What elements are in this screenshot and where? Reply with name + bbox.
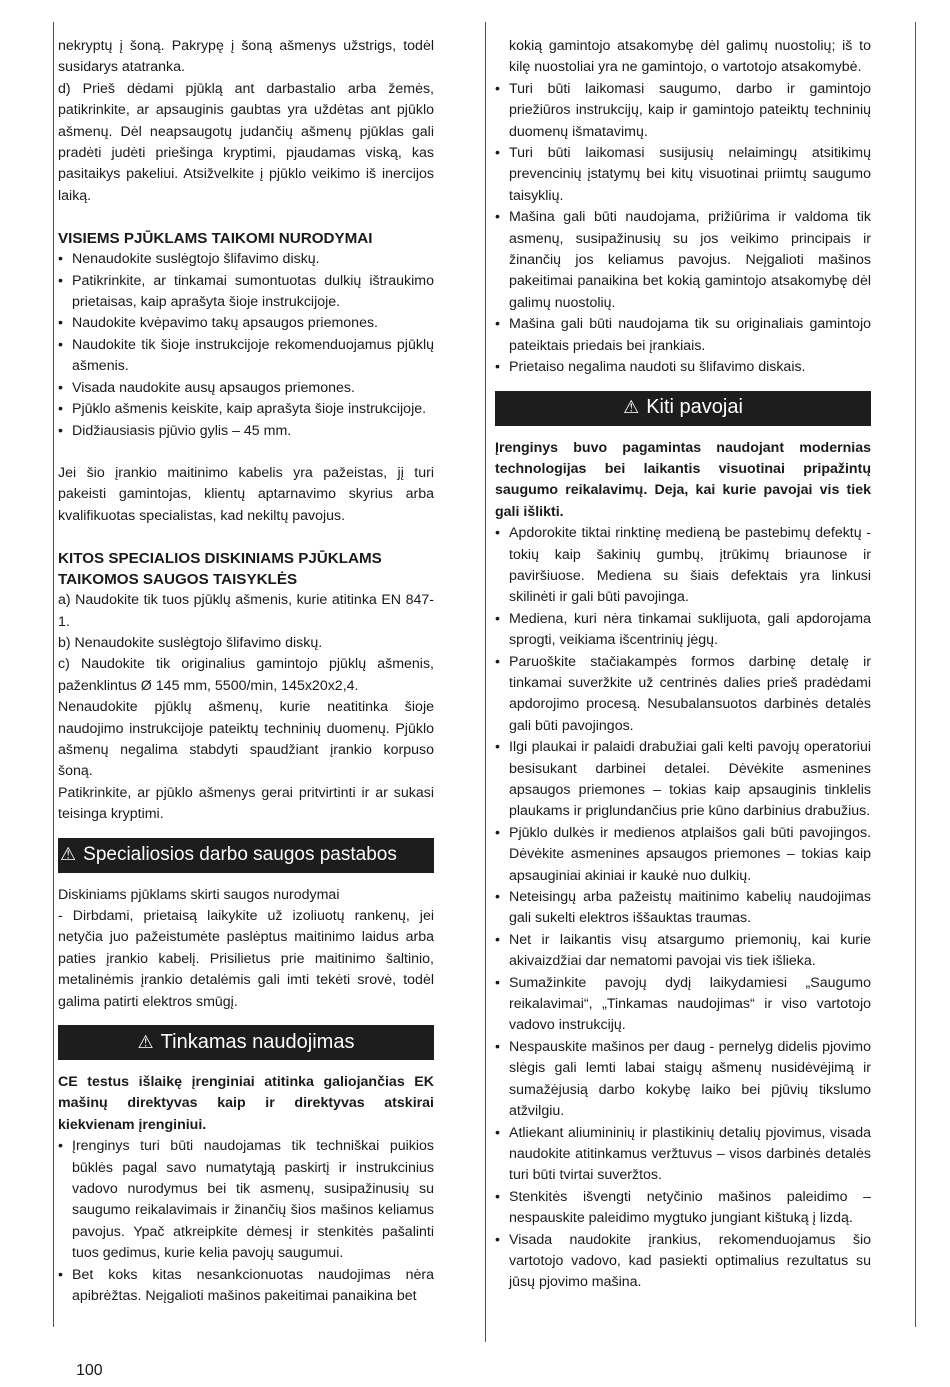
- other-risks-banner: [495, 391, 871, 426]
- cable-note: Jei šio įrankio maitinimo kabelis yra pažeistas, jį turi pakeisti gamintojas, klientų aptarnavimo skyrius arba kvalifikuotas specialistas, kad nekiltų pavojus.: [58, 464, 434, 524]
- list-item: • Stenkitės išvengti netyčinio mašinos paleidimo – nespauskite paleidimo mygtuko jungiant kištuką į lizdą.: [495, 1187, 871, 1230]
- list-item: • Nespauskite mašinos per daug - pernelyg didelis pjovimo slėgis gali lemti labai staigų ašmenų nusidėvėjimą ir sumažėjusią darbo kokybę laiko bei pjūvių tikslumo atžvilgiu.: [495, 1037, 871, 1123]
- list-item: • Paruoškite stačiakampės formos darbinę detalę ir tinkamai suveržkite už centrinės dalies prieš pradėdami apdorojimo procesą. Nesubalansuotos darbinės detalės gali būti pavojingos.: [495, 652, 871, 738]
- list-item: • Neteisingų arba pažeistų maitinimo kabelių naudojimas gali sukelti elektros iššauktas traumas.: [495, 887, 871, 930]
- list-item: • Didžiausiasis pjūvio gylis – 45 mm.: [58, 421, 434, 442]
- list-item: • Atliekant aliumininių ir plastikinių detalių pjovimus, visada naudokite atitinkamus veržtuvus – visos darbinės detalės turi būti tvirtai suveržtos.: [495, 1123, 871, 1187]
- list-item: • Pjūklo ašmenis keiskite, kaip aprašyta šioje instrukcijoje.: [58, 399, 434, 420]
- column-rule-right: [915, 22, 916, 1327]
- other-risks-intro: Įrenginys buvo pagamintas naudojant modernias technologijas bei laikantis visuotinai pripažintų saugumo reikalavimų. Deja, kai kurie pavojai vis tiek gali išlikti.: [495, 439, 871, 520]
- all-saws-list: [58, 249, 434, 442]
- list-item: • Įrenginys turi būti naudojamas tik techniškai puikios būklės pagal savo numatytąją paskirtį ir instrukcinius vadovo nurodymus bei tik asmenų, susipažinusių su saugumo reikalavimais ir žinančių šios mašinos keliamus pavojus. Ypač atkreipkite dėmesį ir stenkitės pašalinti tuos gedimus, kurie kelia pavojų saugumui.: [58, 1136, 434, 1264]
- banner-title: Kiti pavojai: [646, 396, 743, 419]
- list-item: • Mašina gali būti naudojama, prižiūrima ir valdoma tik asmenų, susipažinusių su jos veikimo principais ir žinančių jos keliamus pavojus. Neįgalioti mašinos pakeitimai panaikina bet kokią gamintojo atsakomybę dėl galimų nuostolių.: [495, 207, 871, 314]
- list-item: • Naudokite kvėpavimo takų apsaugos priemones.: [58, 313, 434, 334]
- special-safety-banner: [58, 838, 434, 873]
- list-item: • Visada naudokite ausų apsaugos priemones.: [58, 378, 434, 399]
- page-number: 100: [76, 1362, 103, 1379]
- list-item: • Prietaiso negalima naudoti su šlifavimo diskais.: [495, 357, 871, 378]
- proper-use-banner: [58, 1025, 434, 1060]
- list-item: • Mediena, kuri nėra tinkamai suklijuota, gali apdorojama sprogti, veikiama išcentrinių jėgų.: [495, 609, 871, 652]
- circular-rule-check: Patikrinkite, ar pjūklo ašmenys gerai pritvirtinti ir ar sukasi teisinga kryptimi.: [58, 784, 434, 823]
- intro-paragraph-2: d) Prieš dėdami pjūklą ant darbastalio arba žemės, patikrinkite, ar apsauginis gaubtas yra uždėtas ant pjūklo ašmenų. Dėl neapsaugotų judančių ašmenų pjūklas gali pradėti judėti priešinga kryptimi, pjaudamas viską, kas pasitaikys pakeliui. Atsižvelkite į pjūklo veikimo iš inercijos laiką.: [58, 80, 434, 204]
- list-item: • Nenaudokite suslėgtojo šlifavimo diskų.: [58, 249, 434, 270]
- circular-rule-blades: Nenaudokite pjūklų ašmenų, kurie neatitinka šioje naudojimo instrukcijoje pateiktų techninių duomenų. Pjūklo ašmenų negalima stabdyti spaudžiant įrankio korpuso šoną.: [58, 699, 434, 780]
- left-column: [58, 36, 434, 1308]
- section-heading-all-saws: VISIEMS PJŪKLAMS TAIKOMI NURODYMAI: [58, 230, 373, 248]
- proper-use-list: [58, 1136, 434, 1307]
- proper-use-intro: CE testus išlaikę įrenginiai atitinka galiojančias EK mašinų direktyvas kaip ir direktyvas atskirai kiekvienam įrenginiui.: [58, 1074, 434, 1133]
- warning-icon: ⚠: [60, 844, 77, 865]
- proper-use-list-continued: [495, 79, 871, 379]
- circular-rule-a: a) Naudokite tik tuos pjūklų ašmenis, kurie atitinka EN 847-1.: [58, 592, 434, 630]
- list-item: • Sumažinkite pavojų dydį laikydamiesi „Saugumo reikalavimai“, „Tinkamas naudojimas“ ir viso vartotojo vadovo instrukcijų.: [495, 973, 871, 1037]
- banner-title: Tinkamas naudojimas: [160, 1030, 355, 1053]
- circular-rule-c: c) Naudokite tik originalius gamintojo pjūklų ašmenis, paženklintus Ø 145 mm, 5500/min, 145x20x2,4.: [58, 656, 434, 694]
- list-item: • Apdorokite tiktai rinktinę medieną be pastebimų defektų - tokių kaip šakinių gumbų, įtrūkimų briaunose ir paviršiuose. Mediena su šiais defektais yra linkusi skilinėti ir gali būti pavojinga.: [495, 523, 871, 609]
- list-item: • Bet koks kitas nesankcionuotas naudojimas nėra apibrėžtas. Neįgalioti mašinos pakeitimai panaikina bet: [58, 1265, 434, 1308]
- list-item: • Visada naudokite įrankius, rekomenduojamus šio vartotojo vadovo, kad pasiekti optimalius rezultatus su jūsų pjovimo mašina.: [495, 1230, 871, 1294]
- banner-title: Specialiosios darbo saugos pastabos: [83, 844, 397, 866]
- list-item: • Turi būti laikomasi saugumo, darbo ir gamintojo priežiūros instrukcijų, kaip ir gamintojo pateiktų techninių duomenų išmatavimų.: [495, 79, 871, 143]
- circular-rule-b: b) Nenaudokite suslėgtojo šlifavimo diskų.: [58, 634, 323, 651]
- list-item: • Pjūklo dulkės ir medienos atplaišos gali būti pavojingos. Dėvėkite asmenines apsaugos priemones – tokias kaip apsauginiai akiniai ir kaukė nuo dulkių.: [495, 823, 871, 887]
- list-item: • Turi būti laikomasi susijusių nelaimingų atsitikimų prevencinių įstatymų bei kitų visuotinai priimtų saugumo taisyklių.: [495, 143, 871, 207]
- list-item: • Mašina gali būti naudojama tik su originaliais gamintojo pateiktais priedais bei įrankiais.: [495, 314, 871, 357]
- list-item: • Ilgi plaukai ir palaidi drabužiai gali kelti pavojų operatoriui besisukant darbinei detalei. Dėvėkite asmenines apsaugos priemones – tokias kaip apsauginis tinklelis plaukams ir priglundančius prie kūno darbinius drabužius.: [495, 737, 871, 823]
- list-item: • Patikrinkite, ar tinkamai sumontuotas dulkių ištraukimo prietaisas, kaip aprašyta šioje instrukcijoje.: [58, 271, 434, 314]
- column-rule-left: [53, 22, 54, 1327]
- section-heading-circular-saws: KITOS SPECIALIOS DISKINIAMS PJŪKLAMS TAIKOMOS SAUGOS TAISYKLĖS: [58, 550, 382, 589]
- special-title-line: Diskiniams pjūklams skirti saugos nurodymai: [58, 886, 340, 903]
- right-column: [495, 36, 871, 1294]
- continuation-text: kokią gamintojo atsakomybę dėl galimų nuostolių; iš to kilę nuostoliai yra ne gamintojo, o vartotojo atsakomybė.: [509, 38, 871, 76]
- warning-icon: ⚠: [137, 1031, 154, 1052]
- intro-paragraph-1: nekryptų į šoną. Pakrypę į šoną ašmenys užstrigs, todėl susidarys atatranka.: [58, 38, 434, 76]
- list-item: • Naudokite tik šioje instrukcijoje rekomenduojamus pjūklų ašmenis.: [58, 335, 434, 378]
- special-text: - Dirbdami, prietaisą laikykite už izoliuotų rankenų, jei netyčia juo pažeistumėte paslėptus maitinimo laidus arba paties įrankio kabelį. Prisilietus prie maitinimo šaltinio, metalinėmis įrankio detalėmis gali imti tekėti srovė, todėl galima patirti elektros smūgį.: [58, 908, 434, 1010]
- other-risks-list: [495, 523, 871, 1294]
- warning-icon: ⚠: [623, 397, 640, 418]
- column-rule-middle: [485, 22, 486, 1342]
- list-item: • Net ir laikantis visų atsargumo priemonių, kai kurie akivaizdžiai dar nematomi pavojai vis tiek išlieka.: [495, 930, 871, 973]
